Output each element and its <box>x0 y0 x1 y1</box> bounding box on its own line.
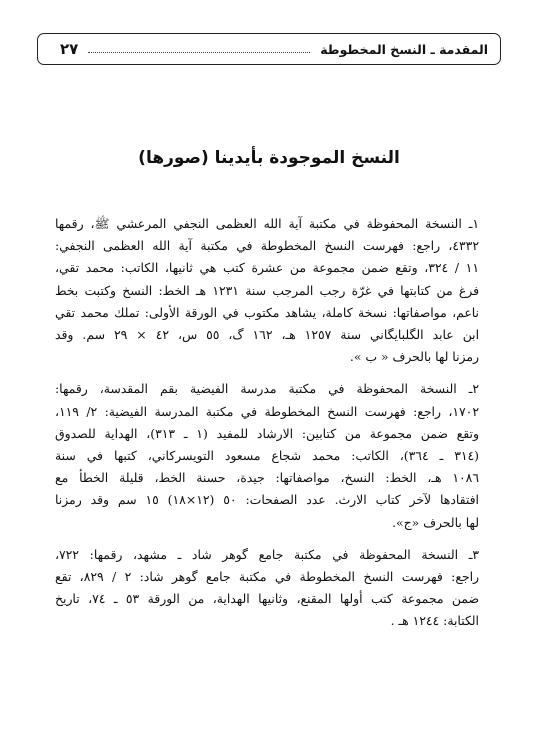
section-title: النسخ الموجودة بأيدينا (صورها) <box>138 148 400 168</box>
paragraph-2 <box>55 378 479 533</box>
text-line: افتقادها لآخر كتاب الارث. عدد الصفحات: ٥٠ (١٢×١٨) ١٥ سم وقد رمزنا <box>55 492 479 508</box>
running-title: المقدمة ـ النسخ المخطوطة <box>320 41 488 57</box>
text-line: ٣ـ النسخة المحفوظة في مكتبة جامع گوهر شاد ـ مشهد، رقمها: ٧٢٢، <box>55 546 479 562</box>
text-line: وتقع ضمن مجموعة من كتابين: الارشاد للمفيد (١ ـ ٣١٣)، الهداية للصدوق <box>55 425 479 441</box>
paragraph-1 <box>55 213 479 368</box>
page-number: ٢٧ <box>60 40 79 58</box>
text-line: لها بالحرف «ج». <box>392 514 479 530</box>
text-line: ابن عابد الگلبايگاني سنة ١٢٥٧ هـ، ١٦٢ گ، ٥٥ س، ٤٢ × ٢٩ سم. وقد <box>55 327 479 343</box>
text-line: ١١ / ٣٢٤، وتقع ضمن مجموعة من عشرة كتب هي ثانيها، الكاتب: محمد تقي، <box>55 260 479 276</box>
text-line: فرغ من كتابتها في غرّة رجب المرجب سنة ١٢٣١ هـ الخط: النسخ وكتبت بخط <box>55 282 479 298</box>
header-dotted-rule <box>88 52 310 53</box>
text-line: ١ـ النسخة المحفوظة في مكتبة آية الله العظمى النجفي المرعشي ﷺ، رقمها <box>55 216 479 231</box>
text-line: الكتابة: ١٢٤٤ هـ . <box>390 613 479 629</box>
text-line: ٤٣٣٢، راجع: فهرست النسخ المخطوطة في مكتبة آية الله العظمى النجفي: <box>55 238 479 254</box>
text-line: راجع: فهرست النسخ المخطوطة في مكتبة جامع گوهر شاد: ٢ / ٨٢٩، تقع <box>55 569 479 585</box>
text-line: رمزنا لها بالحرف « ب ». <box>349 349 479 365</box>
text-line: (٣١٤ ـ ٣٦٤)، الكاتب: محمد شجاع مسعود التويسركاني، كتبها في سنة <box>55 448 479 464</box>
running-header <box>37 33 501 65</box>
text-line: ٢ـ النسخة المحفوظة في مكتبة مدرسة الفيضية بقم المقدسة، رقمها: <box>55 381 479 397</box>
text-line: ضمن مجموعة كتب أولها المقنع، وثانيها الهداية، من الورقة ٥٣ ـ ٧٤، تاريخ <box>55 591 479 607</box>
text-line: ١٠٨٦ هـ، الخط: النسخ، مواصفاتها: جيدة، حسنة الخط، قليلة الخطأ مع <box>55 470 479 486</box>
text-line: ناعم، مواصفاتها: نسخة كاملة، يشاهد مكتوب في الورقة الأولى: تملك محمد تقي <box>55 304 479 320</box>
paragraph-3 <box>55 544 479 633</box>
body-text <box>55 213 479 643</box>
text-line: ١٧٠٢، راجع: فهرست النسخ المخطوطة في مكتبة المدرسة الفيضية: ٢/ ١١٩، <box>55 403 479 419</box>
